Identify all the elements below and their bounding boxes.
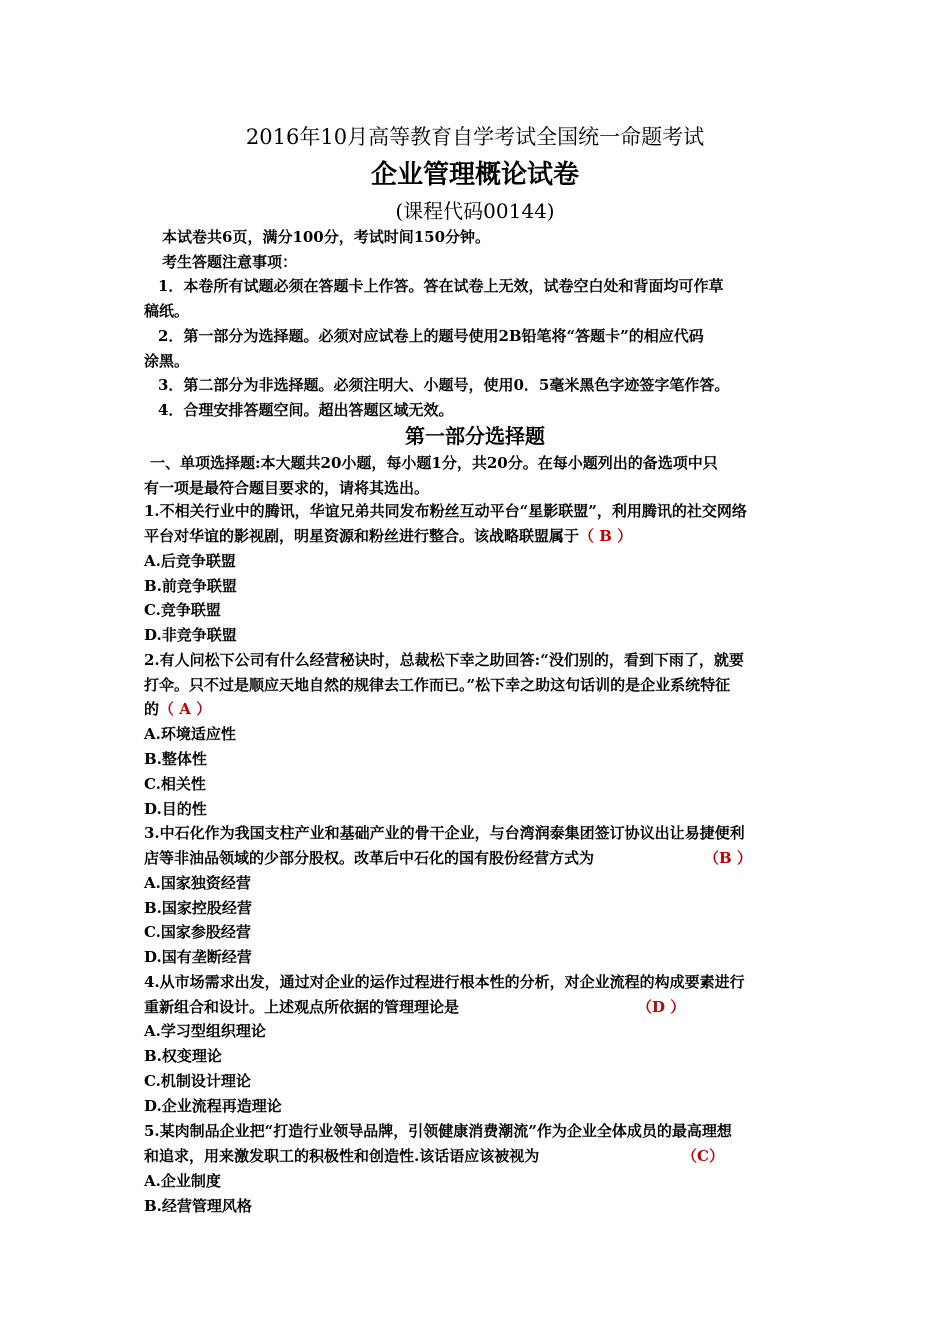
question-1-option-b: B.前竞争联盟	[144, 577, 237, 595]
question-1-line-2: 平台对华谊的影视剧，明星资源和粉丝进行整合。该战略联盟属于	[144, 527, 580, 545]
instruction-2-line-1: 2．第一部分为选择题。必须对应试卷上的题号使用2B铅笔将“答题卡”的相应代码	[158, 327, 704, 345]
question-2-option-d: D.目的性	[144, 800, 207, 818]
question-4-line-2: 重新组合和设计。上述观点所依据的管理理论是	[144, 998, 460, 1016]
question-4-option-c: C.机制设计理论	[144, 1072, 251, 1090]
question-3-line-1: 3.中石化作为我国支柱产业和基础产业的骨干企业，与台湾润泰集团签订协议出让易捷便利	[144, 824, 745, 842]
question-3-line-2: 店等非油品领域的少部分股权。改革后中石化的国有股份经营方式为	[144, 849, 595, 867]
instruction-1-line-1: 1．本卷所有试题必须在答题卡上作答。答在试卷上无效，试卷空白处和背面均可作草	[158, 277, 724, 295]
question-4-option-d: D.企业流程再造理论	[144, 1097, 282, 1115]
question-2-option-c: C.相关性	[144, 775, 206, 793]
question-4-option-a: A.学习型组织理论	[144, 1022, 266, 1040]
instruction-1-line-2: 稿纸。	[144, 302, 190, 320]
question-2-line-2: 打伞。只不过是顺应天地自然的规律去工作而已。”松下幸之助这句话训的是企业系统特征	[144, 676, 731, 694]
instruction-4: 4．合理安排答题空间。超出答题区域无效。	[158, 401, 454, 419]
question-3-answer: （B ）	[704, 849, 752, 867]
instructions-summary: 本试卷共6页，满分100分，考试时间150分钟。	[162, 228, 491, 246]
paper-title: 企业管理概论试卷	[370, 160, 579, 190]
question-1-line-1: 1.不相关行业中的腾讯，华谊兄弟共同发布粉丝互动平台“星影联盟”，利用腾讯的社交网络	[144, 502, 747, 520]
question-1-option-c: C.竞争联盟	[144, 601, 221, 619]
question-2-line-3: 的	[144, 700, 160, 718]
question-5-option-b: B.经营管理风格	[144, 1197, 252, 1215]
question-4-answer: （D ）	[637, 998, 686, 1016]
question-5-line-2: 和追求，用来激发职工的积极性和创造性.该话语应该被视为	[144, 1147, 540, 1165]
question-3-option-c: C.国家参股经营	[144, 923, 251, 941]
part1-intro-line-2: 有一项是最符合题目要求的，请将其选出。	[144, 479, 430, 497]
question-3-option-b: B.国家控股经营	[144, 899, 252, 917]
question-5-answer: （C）	[682, 1147, 724, 1165]
question-3-option-d: D.国有垄断经营	[144, 948, 252, 966]
exam-title: 2016年10月高等教育自学考试全国统一命题考试	[245, 125, 705, 149]
question-4-option-b: B.权变理论	[144, 1047, 222, 1065]
instructions-heading: 考生答题注意事项：	[162, 253, 298, 271]
course-code: (课程代码00144)	[395, 199, 555, 223]
instruction-2-line-2: 涂黑。	[144, 352, 190, 370]
question-2-answer: （ A ）	[159, 700, 212, 718]
question-3-option-a: A.国家独资经营	[144, 874, 251, 892]
instruction-3: 3．第二部分为非选择题。必须注明大、小题号，使用0．5毫米黑色字迹签字笔作答。	[158, 376, 730, 394]
question-2-option-a: A.环境适应性	[144, 725, 236, 743]
part1-title: 第一部分选择题	[405, 424, 545, 448]
question-1-answer: （ B ）	[579, 527, 633, 545]
question-1-option-d: D.非竞争联盟	[144, 626, 237, 644]
question-1-option-a: A.后竞争联盟	[144, 552, 236, 570]
question-5-line-1: 5.某肉制品企业把“打造行业领导品牌，引领健康消费潮流”作为企业全体成员的最高理想	[144, 1122, 732, 1140]
question-2-line-1: 2.有人问松下公司有什么经营秘诀时，总裁松下幸之助回答:“没们别的，看到下雨了，就要	[144, 651, 744, 669]
part1-intro-line-1: 一、单项选择题:本大题共20小题，每小题1分，共20分。在每小题列出的备选项中只	[150, 454, 718, 472]
question-5-option-a: A.企业制度	[144, 1172, 221, 1190]
question-2-option-b: B.整体性	[144, 750, 207, 768]
question-4-line-1: 4.从市场需求出发，通过对企业的运作过程进行根本性的分析，对企业流程的构成要素进行	[144, 973, 745, 991]
